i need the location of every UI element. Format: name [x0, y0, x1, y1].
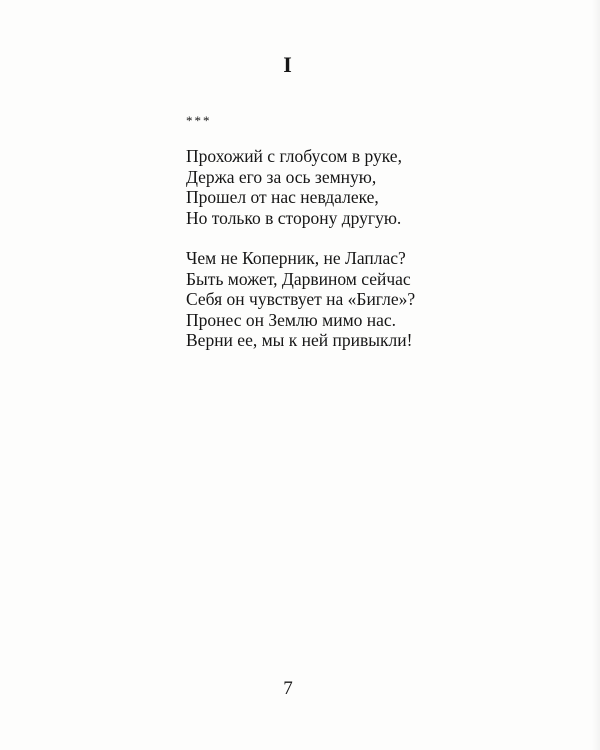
poem-line: Прохожий с глобусом в руке, [186, 146, 402, 166]
section-number: I [283, 52, 293, 77]
poem-separator: *** [186, 113, 212, 128]
page-number: 7 [283, 678, 293, 699]
poem-line: Прошел от нас невдалеке, [186, 187, 379, 207]
poem-line: Себя он чувствует на «Бигле»? [186, 289, 416, 309]
poem-line: Верни ее, мы к ней привыкли! [186, 330, 413, 350]
stanza-2 [186, 248, 415, 351]
page-edge-shadow [592, 0, 600, 750]
poem-line: Держа его за ось земную, [186, 166, 377, 187]
poem-line: Пронес он Землю мимо нас. [186, 309, 397, 330]
stanza-1 [186, 146, 415, 228]
poem-line: Чем не Коперник, не Лаплас? [186, 248, 406, 268]
poem [186, 114, 415, 371]
poem-line: Но только в сторону другую. [186, 207, 402, 228]
poem-line: Быть может, Дарвином сейчас [186, 268, 411, 289]
